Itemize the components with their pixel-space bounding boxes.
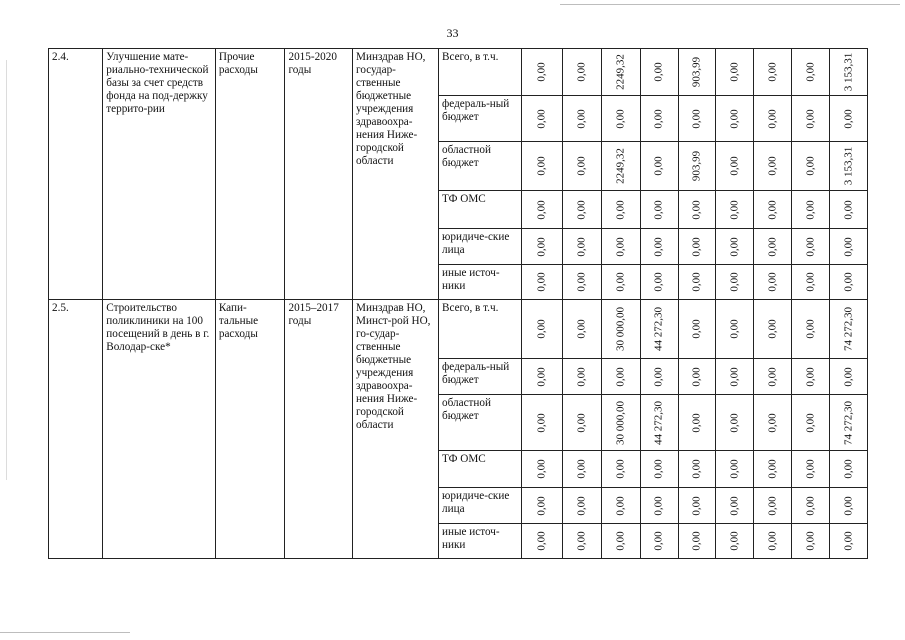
value-cell bbox=[830, 488, 868, 524]
value-cell bbox=[716, 142, 754, 191]
value-cell bbox=[640, 300, 678, 359]
value-text: 0,00 bbox=[842, 495, 855, 516]
section-code: 2.5. bbox=[49, 300, 103, 559]
value-cell bbox=[640, 488, 678, 524]
value-text: 0,00 bbox=[766, 272, 779, 292]
value-text: 0,00 bbox=[690, 495, 703, 516]
value-text: 0,00 bbox=[652, 62, 665, 82]
value-cell bbox=[521, 49, 562, 96]
value-text: 0,00 bbox=[535, 156, 548, 176]
value-text: 74 272,30 bbox=[842, 400, 855, 445]
value-text: 0,00 bbox=[728, 495, 741, 516]
value-text: 0,00 bbox=[842, 108, 855, 129]
value-text: 0,00 bbox=[842, 366, 855, 387]
value-text: 0,00 bbox=[690, 459, 703, 479]
value-text: 0,00 bbox=[652, 459, 665, 479]
value-cell bbox=[601, 265, 640, 300]
section-name: Строительство поликлиники на 100 посещений в день в г. Володар-ске* bbox=[103, 300, 216, 559]
executor: Минздрав НО, Минст-рой НО, го-судар-ственные бюджетные учреждения здравоохра-нения Ниже-городской области bbox=[353, 300, 439, 559]
value-text: 0,00 bbox=[535, 366, 548, 387]
value-cell bbox=[678, 488, 716, 524]
value-cell bbox=[521, 229, 562, 265]
value-text: 0,00 bbox=[766, 459, 779, 479]
value-cell bbox=[601, 359, 640, 395]
value-text: 0,00 bbox=[804, 319, 817, 339]
value-text: 0,00 bbox=[690, 272, 703, 292]
value-text: 3 153,31 bbox=[842, 52, 855, 92]
value-cell bbox=[830, 142, 868, 191]
scan-artifact-left bbox=[6, 60, 7, 480]
value-text: 0,00 bbox=[535, 236, 548, 257]
value-text: 0,00 bbox=[575, 156, 588, 176]
value-text: 903,99 bbox=[690, 56, 703, 88]
value-cell bbox=[754, 265, 792, 300]
value-text: 0,00 bbox=[766, 156, 779, 176]
value-text: 0,00 bbox=[766, 531, 779, 551]
value-cell bbox=[716, 451, 754, 488]
value-cell bbox=[792, 229, 830, 265]
value-text: 0,00 bbox=[652, 156, 665, 176]
value-text: 0,00 bbox=[652, 108, 665, 129]
value-cell bbox=[792, 142, 830, 191]
value-text: 0,00 bbox=[614, 459, 627, 479]
value-cell bbox=[830, 359, 868, 395]
value-cell bbox=[792, 451, 830, 488]
value-cell bbox=[678, 524, 716, 559]
value-text: 0,00 bbox=[535, 319, 548, 339]
period: 2015–2017 годы bbox=[285, 300, 353, 559]
value-text: 0,00 bbox=[728, 459, 741, 479]
expense-type: Капи-тальные расходы bbox=[215, 300, 285, 559]
value-text: 0,00 bbox=[842, 272, 855, 292]
value-cell bbox=[562, 451, 601, 488]
scan-artifact-bottom bbox=[0, 632, 130, 633]
value-text: 0,00 bbox=[614, 495, 627, 516]
value-text: 0,00 bbox=[690, 108, 703, 129]
value-cell bbox=[521, 395, 562, 451]
value-cell bbox=[716, 488, 754, 524]
funding-source: федераль-ный бюджет bbox=[439, 359, 522, 395]
value-cell bbox=[562, 96, 601, 142]
value-cell bbox=[562, 49, 601, 96]
funding-source: областной бюджет bbox=[439, 395, 522, 451]
value-text: 0,00 bbox=[728, 108, 741, 129]
expense-type: Прочие расходы bbox=[215, 49, 285, 300]
value-text: 0,00 bbox=[766, 236, 779, 257]
value-cell bbox=[640, 524, 678, 559]
value-text: 0,00 bbox=[842, 236, 855, 257]
value-cell bbox=[601, 96, 640, 142]
value-cell bbox=[754, 300, 792, 359]
value-cell bbox=[562, 359, 601, 395]
table-row bbox=[49, 300, 868, 359]
value-cell bbox=[716, 265, 754, 300]
value-cell bbox=[521, 300, 562, 359]
value-cell bbox=[601, 142, 640, 191]
value-text: 0,00 bbox=[690, 531, 703, 551]
value-cell bbox=[792, 96, 830, 142]
value-text: 0,00 bbox=[575, 531, 588, 551]
value-text: 0,00 bbox=[575, 199, 588, 220]
value-text: 0,00 bbox=[575, 272, 588, 292]
funding-source: юридиче-ские лица bbox=[439, 229, 522, 265]
funding-source: Всего, в т.ч. bbox=[439, 49, 522, 96]
value-cell bbox=[521, 96, 562, 142]
value-text: 0,00 bbox=[652, 272, 665, 292]
value-cell bbox=[678, 359, 716, 395]
scan-artifact-top bbox=[560, 4, 900, 5]
value-cell bbox=[601, 524, 640, 559]
value-cell bbox=[830, 96, 868, 142]
value-cell bbox=[640, 359, 678, 395]
value-text: 30 000,00 bbox=[614, 307, 627, 351]
value-text: 0,00 bbox=[728, 62, 741, 82]
value-cell bbox=[716, 359, 754, 395]
period: 2015-2020 годы bbox=[285, 49, 353, 300]
value-text: 0,00 bbox=[804, 199, 817, 220]
value-cell bbox=[521, 359, 562, 395]
section-code: 2.4. bbox=[49, 49, 103, 300]
value-cell bbox=[640, 96, 678, 142]
value-cell bbox=[678, 191, 716, 229]
value-cell bbox=[640, 395, 678, 451]
table-body bbox=[49, 49, 868, 559]
value-text: 0,00 bbox=[728, 366, 741, 387]
value-text: 0,00 bbox=[535, 272, 548, 292]
value-cell bbox=[792, 300, 830, 359]
value-text: 0,00 bbox=[842, 531, 855, 551]
value-cell bbox=[754, 142, 792, 191]
value-cell bbox=[562, 265, 601, 300]
value-cell bbox=[830, 524, 868, 559]
value-cell bbox=[601, 229, 640, 265]
value-cell bbox=[792, 524, 830, 559]
value-text: 0,00 bbox=[535, 62, 548, 82]
value-text: 0,00 bbox=[575, 62, 588, 82]
value-cell bbox=[601, 300, 640, 359]
value-text: 0,00 bbox=[690, 236, 703, 257]
value-cell bbox=[754, 451, 792, 488]
funding-source: юридиче-ские лица bbox=[439, 488, 522, 524]
value-cell bbox=[716, 191, 754, 229]
value-cell bbox=[792, 191, 830, 229]
value-text: 3 153,31 bbox=[842, 146, 855, 186]
value-text: 0,00 bbox=[766, 366, 779, 387]
value-text: 0,00 bbox=[575, 459, 588, 479]
section-name: Улучшение мате-риально-технической базы за счет средств фонда на под-держку террито-рии bbox=[103, 49, 216, 300]
value-text: 0,00 bbox=[842, 199, 855, 220]
value-cell bbox=[678, 49, 716, 96]
value-cell bbox=[754, 395, 792, 451]
value-cell bbox=[562, 524, 601, 559]
value-cell bbox=[562, 300, 601, 359]
value-cell bbox=[521, 488, 562, 524]
value-text: 0,00 bbox=[652, 531, 665, 551]
value-text: 0,00 bbox=[804, 495, 817, 516]
value-cell bbox=[521, 524, 562, 559]
value-text: 0,00 bbox=[766, 495, 779, 516]
value-cell bbox=[640, 191, 678, 229]
value-cell bbox=[640, 451, 678, 488]
value-cell bbox=[678, 265, 716, 300]
value-text: 0,00 bbox=[614, 366, 627, 387]
value-text: 0,00 bbox=[804, 272, 817, 292]
value-text: 0,00 bbox=[766, 108, 779, 129]
value-cell bbox=[754, 359, 792, 395]
value-cell bbox=[678, 96, 716, 142]
value-cell bbox=[640, 142, 678, 191]
value-cell bbox=[792, 49, 830, 96]
value-text: 0,00 bbox=[804, 531, 817, 551]
funding-source: ТФ ОМС bbox=[439, 191, 522, 229]
value-text: 0,00 bbox=[804, 108, 817, 129]
value-cell bbox=[562, 395, 601, 451]
value-cell bbox=[678, 142, 716, 191]
value-text: 0,00 bbox=[728, 319, 741, 339]
value-cell bbox=[830, 229, 868, 265]
value-text: 0,00 bbox=[614, 236, 627, 257]
value-cell bbox=[640, 49, 678, 96]
value-cell bbox=[521, 191, 562, 229]
value-cell bbox=[716, 395, 754, 451]
value-text: 903,99 bbox=[690, 150, 703, 182]
value-cell bbox=[678, 451, 716, 488]
value-cell bbox=[562, 142, 601, 191]
value-text: 0,00 bbox=[535, 495, 548, 516]
value-cell bbox=[754, 229, 792, 265]
value-cell bbox=[521, 451, 562, 488]
value-text: 0,00 bbox=[766, 199, 779, 220]
value-cell bbox=[830, 451, 868, 488]
value-cell bbox=[716, 49, 754, 96]
value-text: 44 272,30 bbox=[652, 400, 665, 445]
value-cell bbox=[562, 229, 601, 265]
value-cell bbox=[716, 524, 754, 559]
value-text: 0,00 bbox=[728, 272, 741, 292]
value-text: 0,00 bbox=[804, 62, 817, 82]
value-text: 0,00 bbox=[690, 199, 703, 220]
value-cell bbox=[521, 142, 562, 191]
value-cell bbox=[601, 49, 640, 96]
value-text: 0,00 bbox=[614, 199, 627, 220]
value-text: 0,00 bbox=[535, 199, 548, 220]
value-cell bbox=[716, 229, 754, 265]
funding-source: федераль-ный бюджет bbox=[439, 96, 522, 142]
funding-source: областной бюджет bbox=[439, 142, 522, 191]
value-text: 0,00 bbox=[728, 412, 741, 433]
executor: Минздрав НО, государ-ственные бюджетные учреждения здравоохра-нения Ниже-городской области bbox=[353, 49, 439, 300]
value-text: 0,00 bbox=[614, 108, 627, 129]
value-text: 0,00 bbox=[728, 199, 741, 220]
value-cell bbox=[792, 395, 830, 451]
value-text: 74 272,30 bbox=[842, 307, 855, 351]
value-text: 0,00 bbox=[690, 412, 703, 433]
value-text: 2249,32 bbox=[614, 148, 627, 184]
value-text: 0,00 bbox=[535, 108, 548, 129]
value-text: 0,00 bbox=[690, 366, 703, 387]
value-cell bbox=[601, 451, 640, 488]
value-text: 0,00 bbox=[690, 319, 703, 339]
value-cell bbox=[830, 191, 868, 229]
value-text: 0,00 bbox=[728, 236, 741, 257]
value-text: 0,00 bbox=[575, 495, 588, 516]
value-text: 0,00 bbox=[575, 236, 588, 257]
value-cell bbox=[754, 96, 792, 142]
value-text: 0,00 bbox=[804, 459, 817, 479]
value-cell bbox=[830, 49, 868, 96]
value-text: 0,00 bbox=[728, 156, 741, 176]
value-cell bbox=[601, 395, 640, 451]
value-text: 0,00 bbox=[652, 199, 665, 220]
value-cell bbox=[601, 488, 640, 524]
value-text: 44 272,30 bbox=[652, 307, 665, 351]
value-text: 0,00 bbox=[652, 236, 665, 257]
value-text: 0,00 bbox=[804, 366, 817, 387]
funding-source: ТФ ОМС bbox=[439, 451, 522, 488]
value-text: 0,00 bbox=[575, 412, 588, 433]
value-text: 30 000,00 bbox=[614, 400, 627, 445]
value-cell bbox=[792, 359, 830, 395]
value-cell bbox=[562, 191, 601, 229]
value-text: 0,00 bbox=[575, 366, 588, 387]
value-cell bbox=[678, 395, 716, 451]
value-text: 0,00 bbox=[535, 459, 548, 479]
table-row bbox=[49, 49, 868, 96]
value-text: 2249,32 bbox=[614, 54, 627, 90]
value-cell bbox=[830, 395, 868, 451]
value-text: 0,00 bbox=[614, 531, 627, 551]
value-cell bbox=[830, 265, 868, 300]
value-cell bbox=[792, 265, 830, 300]
value-cell bbox=[678, 229, 716, 265]
value-text: 0,00 bbox=[614, 272, 627, 292]
value-text: 0,00 bbox=[766, 412, 779, 433]
funding-source: иные источ-ники bbox=[439, 265, 522, 300]
funding-source: иные источ-ники bbox=[439, 524, 522, 559]
funding-source: Всего, в т.ч. bbox=[439, 300, 522, 359]
value-cell bbox=[754, 488, 792, 524]
value-text: 0,00 bbox=[652, 495, 665, 516]
value-cell bbox=[678, 300, 716, 359]
value-text: 0,00 bbox=[766, 62, 779, 82]
value-cell bbox=[601, 191, 640, 229]
value-text: 0,00 bbox=[575, 108, 588, 129]
value-text: 0,00 bbox=[804, 236, 817, 257]
value-cell bbox=[754, 49, 792, 96]
value-cell bbox=[830, 300, 868, 359]
value-text: 0,00 bbox=[535, 412, 548, 433]
value-cell bbox=[562, 488, 601, 524]
value-cell bbox=[754, 524, 792, 559]
value-text: 0,00 bbox=[842, 459, 855, 479]
value-cell bbox=[640, 229, 678, 265]
value-cell bbox=[716, 96, 754, 142]
value-cell bbox=[792, 488, 830, 524]
value-cell bbox=[640, 265, 678, 300]
value-text: 0,00 bbox=[766, 319, 779, 339]
value-text: 0,00 bbox=[535, 531, 548, 551]
value-text: 0,00 bbox=[804, 156, 817, 176]
value-cell bbox=[521, 265, 562, 300]
value-cell bbox=[754, 191, 792, 229]
budget-table bbox=[48, 48, 868, 559]
value-text: 0,00 bbox=[804, 412, 817, 433]
page-number: 33 bbox=[446, 26, 459, 40]
value-text: 0,00 bbox=[728, 531, 741, 551]
value-cell bbox=[716, 300, 754, 359]
value-text: 0,00 bbox=[652, 366, 665, 387]
value-text: 0,00 bbox=[575, 319, 588, 339]
